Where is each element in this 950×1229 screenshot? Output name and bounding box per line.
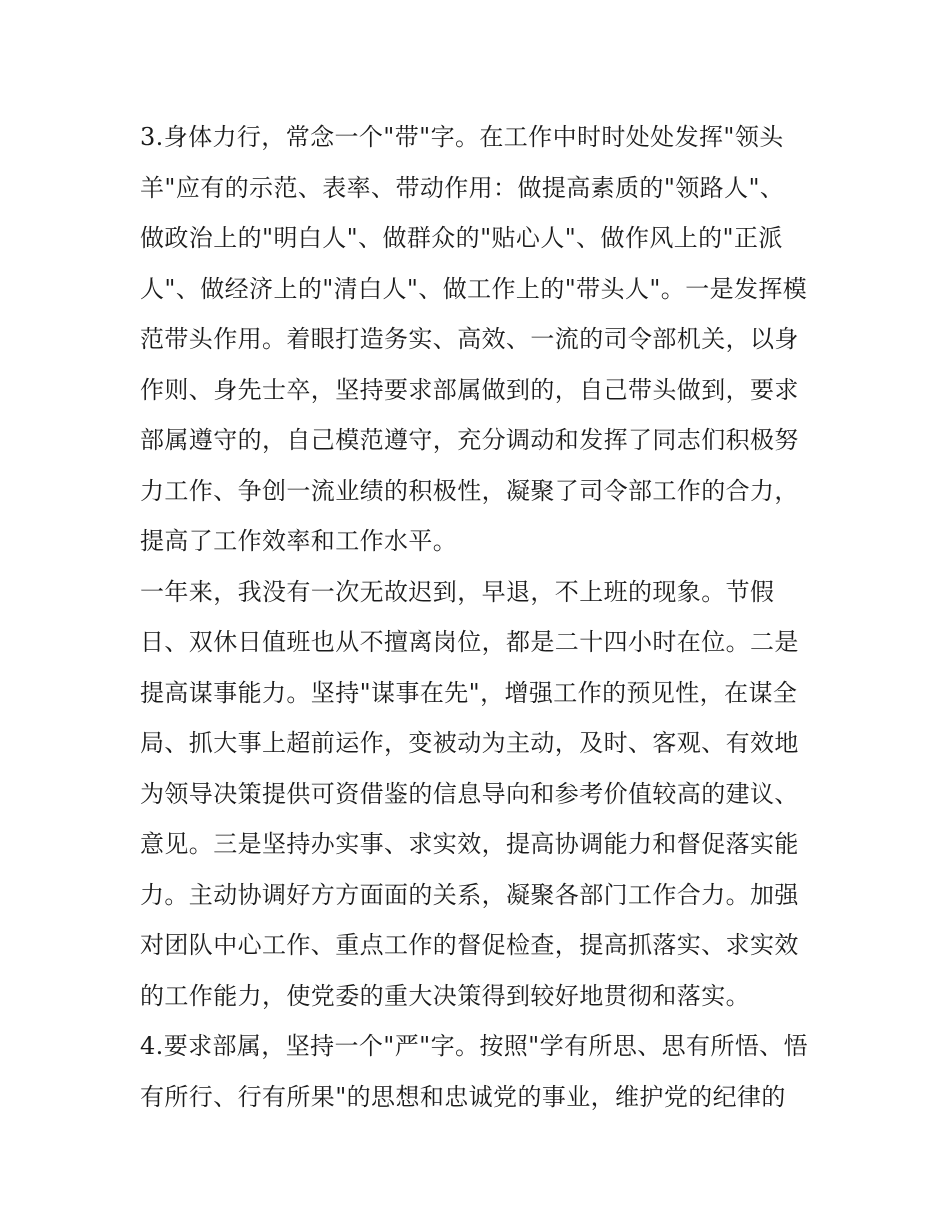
text-line: 对团队中心工作、重点工作的督促检查，提高抓落实、求实效: [140, 931, 799, 959]
text-line: 3.身体力行，常念一个"带"字。在工作中时时处处发挥"领头: [140, 123, 784, 151]
text-line: 做政治上的"明白人"、做群众的"贴心人"、做作风上的"正派: [140, 224, 783, 252]
text-line: 日、双休日值班也从不擅离岗位，都是二十四小时在位。二是: [140, 628, 799, 656]
text-line: 意见。三是坚持办实事、求实效，提高协调能力和督促落实能: [140, 830, 799, 858]
text-line: 的工作能力，使党委的重大决策得到较好地贯彻和落实。: [140, 981, 750, 1010]
text-line: 部属遵守的，自己模范遵守，充分调动和发挥了同志们积极努: [140, 426, 799, 454]
text-line: 作则、身先士卒，坚持要求部属做到的，自己带头做到，要求: [140, 375, 799, 404]
text-line: 为领导决策提供可资借鉴的信息导向和参考价值较高的建议、: [140, 779, 799, 808]
text-line: 人"、做经济上的"清白人"、做工作上的"带头人"。一是发挥模: [140, 274, 808, 303]
text-line: 局、抓大事上超前运作，变被动为主动，及时、客观、有效地: [140, 729, 799, 757]
body-text: [140, 112, 812, 1122]
text-line: 范带头作用。着眼打造务实、高效、一流的司令部机关，以身: [140, 325, 799, 353]
text-line: 力。主动协调好方方面面的关系，凝聚各部门工作合力。加强: [140, 880, 799, 909]
text-line: 提高了工作效率和工作水平。: [140, 527, 458, 555]
text-line: 4.要求部属，坚持一个"严"字。按照"学有所思、思有所悟、悟: [140, 1032, 809, 1060]
text-line: 羊"应有的示范、表率、带动作用：做提高素质的"领路人"、: [140, 173, 785, 202]
text-line: 一年来，我没有一次无故迟到，早退，不上班的现象。节假: [140, 577, 775, 606]
text-line: 提高谋事能力。坚持"谋事在先"，增强工作的预见性，在谋全: [140, 678, 798, 707]
text-line: 力工作、争创一流业绩的积极性，凝聚了司令部工作的合力，: [140, 476, 799, 505]
text-line: 有所行、行有所果"的思想和忠诚党的事业，维护党的纪律的: [140, 1082, 786, 1111]
